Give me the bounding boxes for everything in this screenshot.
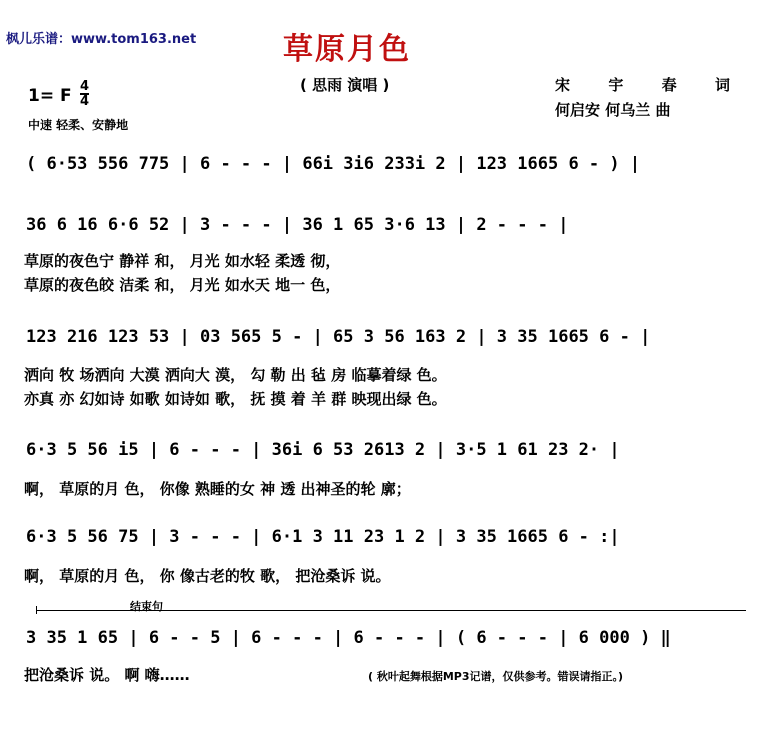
site-watermark: 枫儿乐谱：www.tom163.net xyxy=(6,32,197,47)
notation-row-2: 36 6 16 6·6 52 | 3 - - - | 36 1 65 3·6 13 | 2 - - - | xyxy=(26,215,569,235)
lyrics-row-3-verse-1: 洒向 牧 场洒向 大漠 洒向大 漠， 勾 勒 出 毡 房 临摹着绿 色。 xyxy=(24,366,447,384)
notation-row-4: 6·3 5 56 i5 | 6 - - - | 36i 6 53 2613 2 | 3·5 1 61 23 2· | xyxy=(26,440,620,460)
lyricist-char: 宋 xyxy=(555,76,571,94)
ending-bracket-tick xyxy=(36,606,37,614)
lyrics-row-6: 把沧桑诉 说。 啊 嗨…… xyxy=(24,666,190,684)
lyrics-row-2-verse-2: 草原的夜色皎 洁柔 和， 月光 如水天 地一 色， xyxy=(24,276,341,294)
lyrics-row-2-verse-1: 草原的夜色宁 静祥 和， 月光 如水轻 柔透 彻， xyxy=(24,252,341,270)
notation-row-6: 3 35 1 65 | 6 - - 5 | 6 - - - | 6 - - - | ( 6 - - - | 6 000 ) ‖ xyxy=(26,628,671,648)
notation-row-3: 123 216 123 53 | 03 565 5 - | 65 3 56 163 2 | 3 35 1665 6 - | xyxy=(26,327,651,347)
lyricist-char: 春 xyxy=(661,76,677,94)
lyrics-row-4: 啊， 草原的月 色， 你像 熟睡的女 神 透 出神圣的轮 廓； xyxy=(24,480,411,498)
lyricist-char: 宇 xyxy=(608,76,624,94)
key-signature: 1= F xyxy=(28,86,72,106)
transcription-footnote: ( 秋叶起舞根据MP3记谱，仅供参考。错误请指正。) xyxy=(368,670,624,683)
singer-credit: ( 思雨 演唱 ) xyxy=(300,76,390,94)
notation-row-5: 6·3 5 56 75 | 3 - - - | 6·1 3 11 23 1 2 | 3 35 1665 6 - :| xyxy=(26,527,620,547)
composer-credit: 何启安 何乌兰 曲 xyxy=(555,101,671,119)
lyrics-row-3-verse-2: 亦真 亦 幻如诗 如歌 如诗如 歌， 抚 摸 着 羊 群 映现出绿 色。 xyxy=(24,390,447,408)
notation-row-1: ( 6·53 556 775 | 6 - - - | 66i 3i6 233i 2 | 123 1665 6 - ) | xyxy=(26,154,641,174)
time-top: 4 xyxy=(80,79,90,94)
time-signature xyxy=(80,80,89,108)
ending-bracket-line xyxy=(36,610,746,611)
lyrics-row-5: 啊， 草原的月 色， 你 像古老的牧 歌， 把沧桑诉 说。 xyxy=(24,567,391,585)
lyricist-credit xyxy=(555,74,730,95)
song-title: 草原月色 xyxy=(283,32,411,67)
ending-label: 结束句 xyxy=(130,600,163,613)
tempo-marking: 中速 轻柔、安静地 xyxy=(28,118,129,132)
time-bottom: 4 xyxy=(80,94,90,109)
lyricist-char: 词 xyxy=(714,76,730,94)
